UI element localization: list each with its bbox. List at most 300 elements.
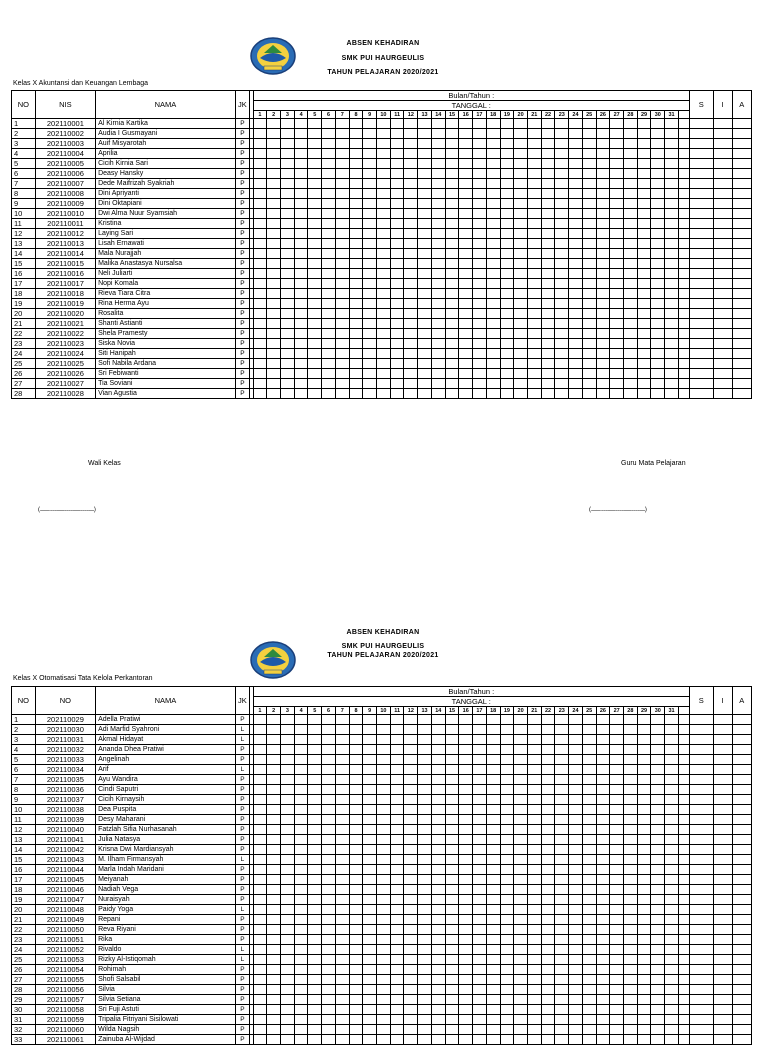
attendance-cell[interactable] xyxy=(390,159,404,169)
attendance-cell[interactable] xyxy=(418,1025,432,1035)
attendance-cell[interactable] xyxy=(363,209,377,219)
attendance-cell[interactable] xyxy=(308,369,322,379)
alpa-total-cell[interactable] xyxy=(732,139,751,149)
alpa-total-cell[interactable] xyxy=(732,755,751,765)
attendance-cell[interactable] xyxy=(610,835,624,845)
attendance-cell[interactable] xyxy=(569,775,583,785)
attendance-cell[interactable] xyxy=(527,955,541,965)
attendance-cell[interactable] xyxy=(527,815,541,825)
attendance-cell[interactable] xyxy=(637,955,651,965)
attendance-cell[interactable] xyxy=(665,775,679,785)
attendance-cell[interactable] xyxy=(665,715,679,725)
attendance-cell[interactable] xyxy=(582,995,596,1005)
attendance-cell[interactable] xyxy=(404,1015,418,1025)
attendance-cell[interactable] xyxy=(610,895,624,905)
attendance-cell[interactable] xyxy=(582,715,596,725)
attendance-cell[interactable] xyxy=(596,269,610,279)
attendance-cell[interactable] xyxy=(404,249,418,259)
izin-total-cell[interactable] xyxy=(713,219,732,229)
attendance-cell[interactable] xyxy=(651,715,665,725)
attendance-cell[interactable] xyxy=(294,209,308,219)
attendance-cell[interactable] xyxy=(418,725,432,735)
attendance-cell[interactable] xyxy=(390,755,404,765)
attendance-cell[interactable] xyxy=(541,1015,555,1025)
attendance-cell[interactable] xyxy=(555,129,569,139)
attendance-cell[interactable] xyxy=(390,825,404,835)
attendance-cell[interactable] xyxy=(308,755,322,765)
attendance-cell[interactable] xyxy=(596,249,610,259)
attendance-cell[interactable] xyxy=(281,159,295,169)
attendance-cell[interactable] xyxy=(377,189,391,199)
attendance-cell[interactable] xyxy=(610,309,624,319)
attendance-cell[interactable] xyxy=(569,289,583,299)
attendance-cell[interactable] xyxy=(555,289,569,299)
alpa-total-cell[interactable] xyxy=(732,785,751,795)
attendance-cell[interactable] xyxy=(569,835,583,845)
attendance-cell[interactable] xyxy=(404,725,418,735)
attendance-cell[interactable] xyxy=(514,845,528,855)
attendance-cell[interactable] xyxy=(623,805,637,815)
attendance-cell[interactable] xyxy=(281,805,295,815)
attendance-cell[interactable] xyxy=(623,815,637,825)
attendance-cell[interactable] xyxy=(445,815,459,825)
attendance-cell[interactable] xyxy=(335,339,349,349)
attendance-cell[interactable] xyxy=(267,329,281,339)
attendance-cell[interactable] xyxy=(349,945,363,955)
attendance-cell[interactable] xyxy=(281,875,295,885)
attendance-cell[interactable] xyxy=(445,965,459,975)
attendance-cell[interactable] xyxy=(473,735,487,745)
attendance-cell[interactable] xyxy=(363,755,377,765)
attendance-cell[interactable] xyxy=(569,209,583,219)
attendance-cell[interactable] xyxy=(527,389,541,399)
attendance-cell[interactable] xyxy=(651,389,665,399)
attendance-cell[interactable] xyxy=(445,319,459,329)
izin-total-cell[interactable] xyxy=(713,159,732,169)
attendance-cell[interactable] xyxy=(623,715,637,725)
attendance-cell[interactable] xyxy=(294,905,308,915)
attendance-cell[interactable] xyxy=(500,179,514,189)
attendance-cell[interactable] xyxy=(651,229,665,239)
attendance-cell[interactable] xyxy=(267,955,281,965)
attendance-cell[interactable] xyxy=(335,795,349,805)
attendance-cell[interactable] xyxy=(281,945,295,955)
attendance-cell[interactable] xyxy=(623,975,637,985)
attendance-cell[interactable] xyxy=(623,895,637,905)
attendance-cell[interactable] xyxy=(308,269,322,279)
attendance-cell[interactable] xyxy=(431,259,445,269)
attendance-cell[interactable] xyxy=(527,269,541,279)
attendance-cell[interactable] xyxy=(404,189,418,199)
attendance-cell[interactable] xyxy=(281,189,295,199)
attendance-cell[interactable] xyxy=(349,229,363,239)
attendance-cell[interactable] xyxy=(651,805,665,815)
attendance-cell[interactable] xyxy=(294,319,308,329)
attendance-cell[interactable] xyxy=(665,299,679,309)
attendance-cell[interactable] xyxy=(459,785,473,795)
attendance-cell[interactable] xyxy=(253,229,267,239)
izin-total-cell[interactable] xyxy=(713,379,732,389)
alpa-total-cell[interactable] xyxy=(732,855,751,865)
attendance-cell[interactable] xyxy=(431,855,445,865)
attendance-cell[interactable] xyxy=(582,319,596,329)
attendance-cell[interactable] xyxy=(665,129,679,139)
attendance-cell[interactable] xyxy=(322,995,336,1005)
attendance-cell[interactable] xyxy=(637,189,651,199)
attendance-cell[interactable] xyxy=(637,935,651,945)
attendance-cell[interactable] xyxy=(610,795,624,805)
attendance-cell[interactable] xyxy=(514,1025,528,1035)
attendance-cell[interactable] xyxy=(665,149,679,159)
attendance-cell[interactable] xyxy=(473,985,487,995)
attendance-cell[interactable] xyxy=(363,289,377,299)
attendance-cell[interactable] xyxy=(253,319,267,329)
attendance-cell[interactable] xyxy=(610,129,624,139)
attendance-cell[interactable] xyxy=(527,995,541,1005)
attendance-cell[interactable] xyxy=(569,389,583,399)
attendance-cell[interactable] xyxy=(610,349,624,359)
attendance-cell[interactable] xyxy=(363,389,377,399)
attendance-cell[interactable] xyxy=(541,755,555,765)
attendance-cell[interactable] xyxy=(651,349,665,359)
attendance-cell[interactable] xyxy=(500,775,514,785)
attendance-cell[interactable] xyxy=(500,835,514,845)
attendance-cell[interactable] xyxy=(637,119,651,129)
attendance-cell[interactable] xyxy=(390,339,404,349)
attendance-cell[interactable] xyxy=(390,379,404,389)
attendance-cell[interactable] xyxy=(473,189,487,199)
attendance-cell[interactable] xyxy=(623,1025,637,1035)
attendance-cell[interactable] xyxy=(459,249,473,259)
attendance-cell[interactable] xyxy=(253,329,267,339)
izin-total-cell[interactable] xyxy=(713,389,732,399)
attendance-cell[interactable] xyxy=(418,359,432,369)
attendance-cell[interactable] xyxy=(637,905,651,915)
attendance-cell[interactable] xyxy=(651,785,665,795)
attendance-cell[interactable] xyxy=(582,945,596,955)
attendance-cell[interactable] xyxy=(308,985,322,995)
alpa-total-cell[interactable] xyxy=(732,319,751,329)
attendance-cell[interactable] xyxy=(486,815,500,825)
attendance-cell[interactable] xyxy=(431,735,445,745)
attendance-cell[interactable] xyxy=(569,805,583,815)
attendance-cell[interactable] xyxy=(335,805,349,815)
attendance-cell[interactable] xyxy=(390,229,404,239)
attendance-cell[interactable] xyxy=(267,159,281,169)
attendance-cell[interactable] xyxy=(486,239,500,249)
attendance-cell[interactable] xyxy=(541,149,555,159)
attendance-cell[interactable] xyxy=(308,239,322,249)
attendance-cell[interactable] xyxy=(363,1025,377,1035)
attendance-cell[interactable] xyxy=(267,775,281,785)
attendance-cell[interactable] xyxy=(596,339,610,349)
attendance-cell[interactable] xyxy=(431,765,445,775)
attendance-cell[interactable] xyxy=(294,289,308,299)
attendance-cell[interactable] xyxy=(473,975,487,985)
attendance-cell[interactable] xyxy=(322,309,336,319)
attendance-cell[interactable] xyxy=(445,925,459,935)
attendance-cell[interactable] xyxy=(623,289,637,299)
attendance-cell[interactable] xyxy=(267,279,281,289)
attendance-cell[interactable] xyxy=(637,925,651,935)
attendance-cell[interactable] xyxy=(527,369,541,379)
attendance-cell[interactable] xyxy=(335,179,349,189)
attendance-cell[interactable] xyxy=(445,1005,459,1015)
attendance-cell[interactable] xyxy=(349,219,363,229)
attendance-cell[interactable] xyxy=(404,289,418,299)
attendance-cell[interactable] xyxy=(596,945,610,955)
sakit-total-cell[interactable] xyxy=(689,805,713,815)
attendance-cell[interactable] xyxy=(335,875,349,885)
sakit-total-cell[interactable] xyxy=(689,735,713,745)
alpa-total-cell[interactable] xyxy=(732,835,751,845)
attendance-cell[interactable] xyxy=(555,269,569,279)
attendance-cell[interactable] xyxy=(377,825,391,835)
attendance-cell[interactable] xyxy=(267,765,281,775)
attendance-cell[interactable] xyxy=(651,915,665,925)
attendance-cell[interactable] xyxy=(541,139,555,149)
attendance-cell[interactable] xyxy=(500,1035,514,1045)
attendance-cell[interactable] xyxy=(514,269,528,279)
alpa-total-cell[interactable] xyxy=(732,955,751,965)
attendance-cell[interactable] xyxy=(281,795,295,805)
attendance-cell[interactable] xyxy=(418,139,432,149)
attendance-cell[interactable] xyxy=(555,309,569,319)
attendance-cell[interactable] xyxy=(459,765,473,775)
attendance-cell[interactable] xyxy=(404,915,418,925)
attendance-cell[interactable] xyxy=(445,745,459,755)
attendance-cell[interactable] xyxy=(431,925,445,935)
sakit-total-cell[interactable] xyxy=(689,289,713,299)
attendance-cell[interactable] xyxy=(514,119,528,129)
attendance-cell[interactable] xyxy=(322,329,336,339)
attendance-cell[interactable] xyxy=(418,159,432,169)
sakit-total-cell[interactable] xyxy=(689,339,713,349)
attendance-cell[interactable] xyxy=(582,129,596,139)
attendance-cell[interactable] xyxy=(486,835,500,845)
attendance-cell[interactable] xyxy=(582,379,596,389)
izin-total-cell[interactable] xyxy=(713,1015,732,1025)
attendance-cell[interactable] xyxy=(322,269,336,279)
attendance-cell[interactable] xyxy=(349,795,363,805)
attendance-cell[interactable] xyxy=(596,229,610,239)
sakit-total-cell[interactable] xyxy=(689,985,713,995)
attendance-cell[interactable] xyxy=(404,965,418,975)
attendance-cell[interactable] xyxy=(418,259,432,269)
attendance-cell[interactable] xyxy=(363,905,377,915)
attendance-cell[interactable] xyxy=(596,955,610,965)
alpa-total-cell[interactable] xyxy=(732,309,751,319)
attendance-cell[interactable] xyxy=(349,119,363,129)
sakit-total-cell[interactable] xyxy=(689,925,713,935)
attendance-cell[interactable] xyxy=(623,725,637,735)
attendance-cell[interactable] xyxy=(665,279,679,289)
alpa-total-cell[interactable] xyxy=(732,765,751,775)
attendance-cell[interactable] xyxy=(555,795,569,805)
attendance-cell[interactable] xyxy=(569,955,583,965)
attendance-cell[interactable] xyxy=(527,239,541,249)
attendance-cell[interactable] xyxy=(253,765,267,775)
izin-total-cell[interactable] xyxy=(713,229,732,239)
attendance-cell[interactable] xyxy=(404,785,418,795)
attendance-cell[interactable] xyxy=(637,359,651,369)
attendance-cell[interactable] xyxy=(390,845,404,855)
attendance-cell[interactable] xyxy=(651,149,665,159)
attendance-cell[interactable] xyxy=(363,915,377,925)
izin-total-cell[interactable] xyxy=(713,905,732,915)
attendance-cell[interactable] xyxy=(281,179,295,189)
attendance-cell[interactable] xyxy=(294,299,308,309)
attendance-cell[interactable] xyxy=(335,825,349,835)
attendance-cell[interactable] xyxy=(582,149,596,159)
attendance-cell[interactable] xyxy=(335,955,349,965)
attendance-cell[interactable] xyxy=(637,219,651,229)
attendance-cell[interactable] xyxy=(253,199,267,209)
attendance-cell[interactable] xyxy=(349,179,363,189)
attendance-cell[interactable] xyxy=(527,745,541,755)
attendance-cell[interactable] xyxy=(281,239,295,249)
attendance-cell[interactable] xyxy=(637,239,651,249)
attendance-cell[interactable] xyxy=(486,389,500,399)
attendance-cell[interactable] xyxy=(527,179,541,189)
attendance-cell[interactable] xyxy=(541,735,555,745)
attendance-cell[interactable] xyxy=(445,189,459,199)
attendance-cell[interactable] xyxy=(651,745,665,755)
attendance-cell[interactable] xyxy=(431,975,445,985)
attendance-cell[interactable] xyxy=(294,239,308,249)
attendance-cell[interactable] xyxy=(267,725,281,735)
attendance-cell[interactable] xyxy=(418,715,432,725)
attendance-cell[interactable] xyxy=(431,149,445,159)
attendance-cell[interactable] xyxy=(527,129,541,139)
attendance-cell[interactable] xyxy=(253,369,267,379)
attendance-cell[interactable] xyxy=(281,369,295,379)
attendance-cell[interactable] xyxy=(431,159,445,169)
attendance-cell[interactable] xyxy=(486,339,500,349)
attendance-cell[interactable] xyxy=(431,795,445,805)
attendance-cell[interactable] xyxy=(610,715,624,725)
attendance-cell[interactable] xyxy=(665,955,679,965)
attendance-cell[interactable] xyxy=(459,875,473,885)
alpa-total-cell[interactable] xyxy=(732,845,751,855)
attendance-cell[interactable] xyxy=(308,129,322,139)
attendance-cell[interactable] xyxy=(294,129,308,139)
sakit-total-cell[interactable] xyxy=(689,885,713,895)
attendance-cell[interactable] xyxy=(404,299,418,309)
attendance-cell[interactable] xyxy=(500,995,514,1005)
attendance-cell[interactable] xyxy=(555,845,569,855)
attendance-cell[interactable] xyxy=(541,389,555,399)
attendance-cell[interactable] xyxy=(555,199,569,209)
attendance-cell[interactable] xyxy=(569,865,583,875)
sakit-total-cell[interactable] xyxy=(689,309,713,319)
attendance-cell[interactable] xyxy=(445,259,459,269)
attendance-cell[interactable] xyxy=(377,369,391,379)
attendance-cell[interactable] xyxy=(281,139,295,149)
attendance-cell[interactable] xyxy=(569,199,583,209)
attendance-cell[interactable] xyxy=(363,169,377,179)
attendance-cell[interactable] xyxy=(253,795,267,805)
sakit-total-cell[interactable] xyxy=(689,319,713,329)
attendance-cell[interactable] xyxy=(294,785,308,795)
attendance-cell[interactable] xyxy=(390,775,404,785)
attendance-cell[interactable] xyxy=(445,369,459,379)
attendance-cell[interactable] xyxy=(267,835,281,845)
attendance-cell[interactable] xyxy=(459,895,473,905)
sakit-total-cell[interactable] xyxy=(689,865,713,875)
attendance-cell[interactable] xyxy=(459,119,473,129)
attendance-cell[interactable] xyxy=(486,279,500,289)
attendance-cell[interactable] xyxy=(294,715,308,725)
attendance-cell[interactable] xyxy=(363,965,377,975)
attendance-cell[interactable] xyxy=(569,845,583,855)
attendance-cell[interactable] xyxy=(610,945,624,955)
attendance-cell[interactable] xyxy=(445,149,459,159)
attendance-cell[interactable] xyxy=(431,249,445,259)
attendance-cell[interactable] xyxy=(569,1015,583,1025)
attendance-cell[interactable] xyxy=(610,995,624,1005)
attendance-cell[interactable] xyxy=(555,775,569,785)
attendance-cell[interactable] xyxy=(486,1005,500,1015)
sakit-total-cell[interactable] xyxy=(689,139,713,149)
attendance-cell[interactable] xyxy=(308,805,322,815)
attendance-cell[interactable] xyxy=(363,1015,377,1025)
attendance-cell[interactable] xyxy=(541,845,555,855)
attendance-cell[interactable] xyxy=(349,199,363,209)
attendance-cell[interactable] xyxy=(390,715,404,725)
attendance-cell[interactable] xyxy=(610,1005,624,1015)
attendance-cell[interactable] xyxy=(390,349,404,359)
attendance-cell[interactable] xyxy=(294,379,308,389)
attendance-cell[interactable] xyxy=(596,775,610,785)
attendance-cell[interactable] xyxy=(363,975,377,985)
attendance-cell[interactable] xyxy=(486,379,500,389)
attendance-cell[interactable] xyxy=(637,389,651,399)
izin-total-cell[interactable] xyxy=(713,875,732,885)
attendance-cell[interactable] xyxy=(377,795,391,805)
attendance-cell[interactable] xyxy=(555,379,569,389)
attendance-cell[interactable] xyxy=(294,885,308,895)
attendance-cell[interactable] xyxy=(651,735,665,745)
attendance-cell[interactable] xyxy=(418,735,432,745)
attendance-cell[interactable] xyxy=(623,875,637,885)
attendance-cell[interactable] xyxy=(610,149,624,159)
attendance-cell[interactable] xyxy=(267,369,281,379)
izin-total-cell[interactable] xyxy=(713,855,732,865)
attendance-cell[interactable] xyxy=(308,945,322,955)
attendance-cell[interactable] xyxy=(322,935,336,945)
attendance-cell[interactable] xyxy=(445,129,459,139)
attendance-cell[interactable] xyxy=(555,945,569,955)
attendance-cell[interactable] xyxy=(473,1005,487,1015)
attendance-cell[interactable] xyxy=(569,249,583,259)
attendance-cell[interactable] xyxy=(569,179,583,189)
attendance-cell[interactable] xyxy=(651,845,665,855)
attendance-cell[interactable] xyxy=(349,855,363,865)
attendance-cell[interactable] xyxy=(253,715,267,725)
attendance-cell[interactable] xyxy=(637,965,651,975)
attendance-cell[interactable] xyxy=(308,249,322,259)
attendance-cell[interactable] xyxy=(637,369,651,379)
attendance-cell[interactable] xyxy=(637,149,651,159)
attendance-cell[interactable] xyxy=(651,825,665,835)
attendance-cell[interactable] xyxy=(390,179,404,189)
attendance-cell[interactable] xyxy=(363,945,377,955)
attendance-cell[interactable] xyxy=(335,189,349,199)
sakit-total-cell[interactable] xyxy=(689,189,713,199)
attendance-cell[interactable] xyxy=(267,925,281,935)
sakit-total-cell[interactable] xyxy=(689,715,713,725)
